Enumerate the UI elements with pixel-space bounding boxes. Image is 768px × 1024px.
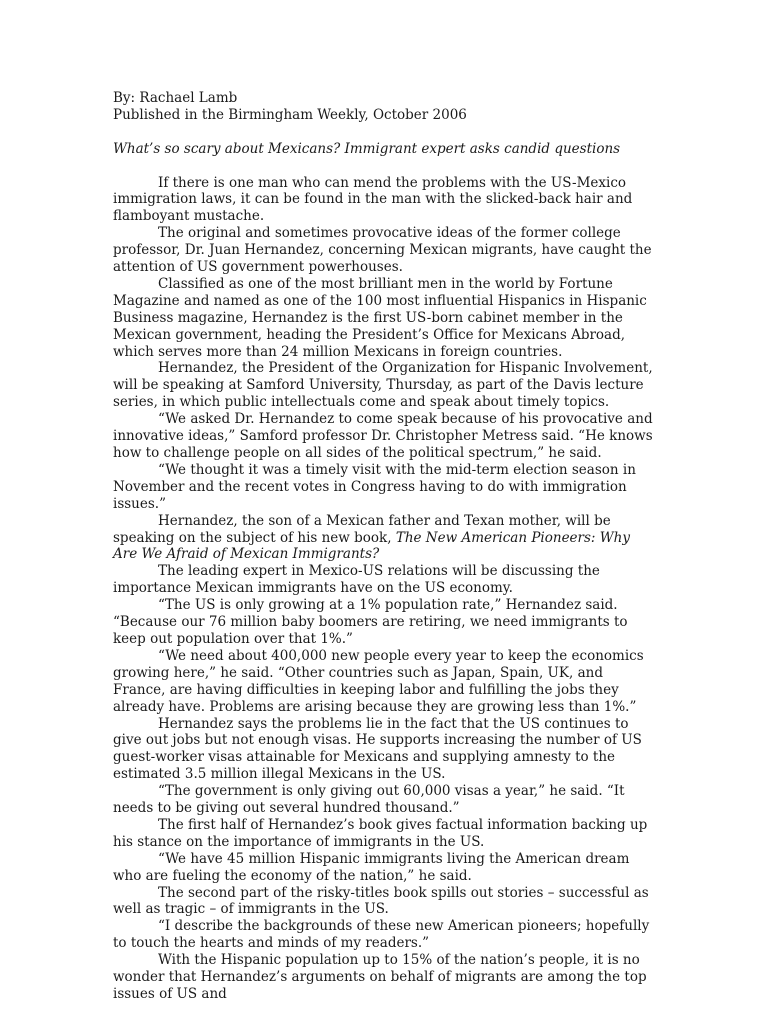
paragraph: “We have 45 million Hispanic immigrants living the American dream who are fueling the economy of the nation,” he said. [113,850,630,884]
paragraph: “We need about 400,000 new people every year to keep the economics growing here,” he said. “Other countries such as Japan, Spain, UK, and France, are having difficulties in keeping labor and fulfilling the jobs they already have. Problems are arising because they are growing less than 1%.” [113,647,644,715]
publication-line: Published in the Birmingham Weekly, October 2006 [113,106,467,123]
paragraph [113,513,658,564]
paragraph: Classified as one of the most brilliant men in the world by Fortune Magazine and named as one of the 100 most influential Hispanics in Hispanic Business magazine, Hernandez is the first US-born cabinet member in the Mexican government, heading the President’s Office for Mexicans Abroad, which serves more than 24 million Mexicans in foreign countries. [113,275,647,360]
paragraph: “We thought it was a timely visit with the mid-term election season in November and the recent votes in Congress having to do with immigration issues.” [113,461,636,512]
paragraph: “We asked Dr. Hernandez to come speak because of his provocative and innovative ideas,” Samford professor Dr. Christopher Metress said. “He knows how to challenge people on all sides of the political spectrum,” he said. [113,411,653,461]
article-body [113,175,658,1003]
paragraph: The leading expert in Mexico-US relations will be discussing the importance Mexican immigrants have on the US economy. [113,563,600,597]
paragraph: If there is one man who can mend the problems with the US-Mexico immigration laws, it can be found in the man with the slicked-back hair and flamboyant mustache. [113,174,633,225]
paragraph-text: Hernandez, the son of a Mexican father and Texan mother, will be speaking on the subject of his new book, [113,512,611,546]
article-headline: What’s so scary about Mexicans? Immigrant expert asks candid questions [113,140,621,157]
paragraph: The second part of the risky-titles book spills out stories – successful as well as tragic – of immigrants in the US. [113,884,649,918]
paragraph: “I describe the backgrounds of these new American pioneers; hopefully to touch the hearts and minds of my readers.” [113,918,650,952]
paragraph: With the Hispanic population up to 15% of the nation’s people, it is no wonder that Hernandez’s arguments on behalf of migrants are among the top issues of US and [113,952,647,1002]
document-page [113,90,658,1003]
paragraph: The original and sometimes provocative ideas of the former college professor, Dr. Juan Hernandez, concerning Mexican migrants, have caught the attention of US government powerhouses. [113,225,652,276]
paragraph: Hernandez, the President of the Organization for Hispanic Involvement, will be speaking at Samford University, Thursday, as part of the Davis lecture series, in which public intellectuals come and speak about timely topics. [113,360,653,411]
book-title: The New American Pioneers: Why Are We Afraid of Mexican Immigrants? [113,529,630,563]
paragraph: “The government is only giving out 60,000 visas a year,” he said. “It needs to be giving out several hundred thousand.” [113,783,625,817]
paragraph: Hernandez says the problems lie in the fact that the US continues to give out jobs but not enough visas. He supports increasing the number of US guest-worker visas attainable for Mexicans and supplying amnesty to the estimated 3.5 million illegal Mexicans in the US. [113,715,642,783]
paragraph: “The US is only growing at a 1% population rate,” Hernandez said. “Because our 76 million baby boomers are retiring, we need immigrants to keep out population over that 1%.” [113,597,628,647]
author-line: By: Rachael Lamb [113,90,238,106]
paragraph: The first half of Hernandez’s book gives factual information backing up his stance on the importance of immigrants in the US. [113,816,648,850]
